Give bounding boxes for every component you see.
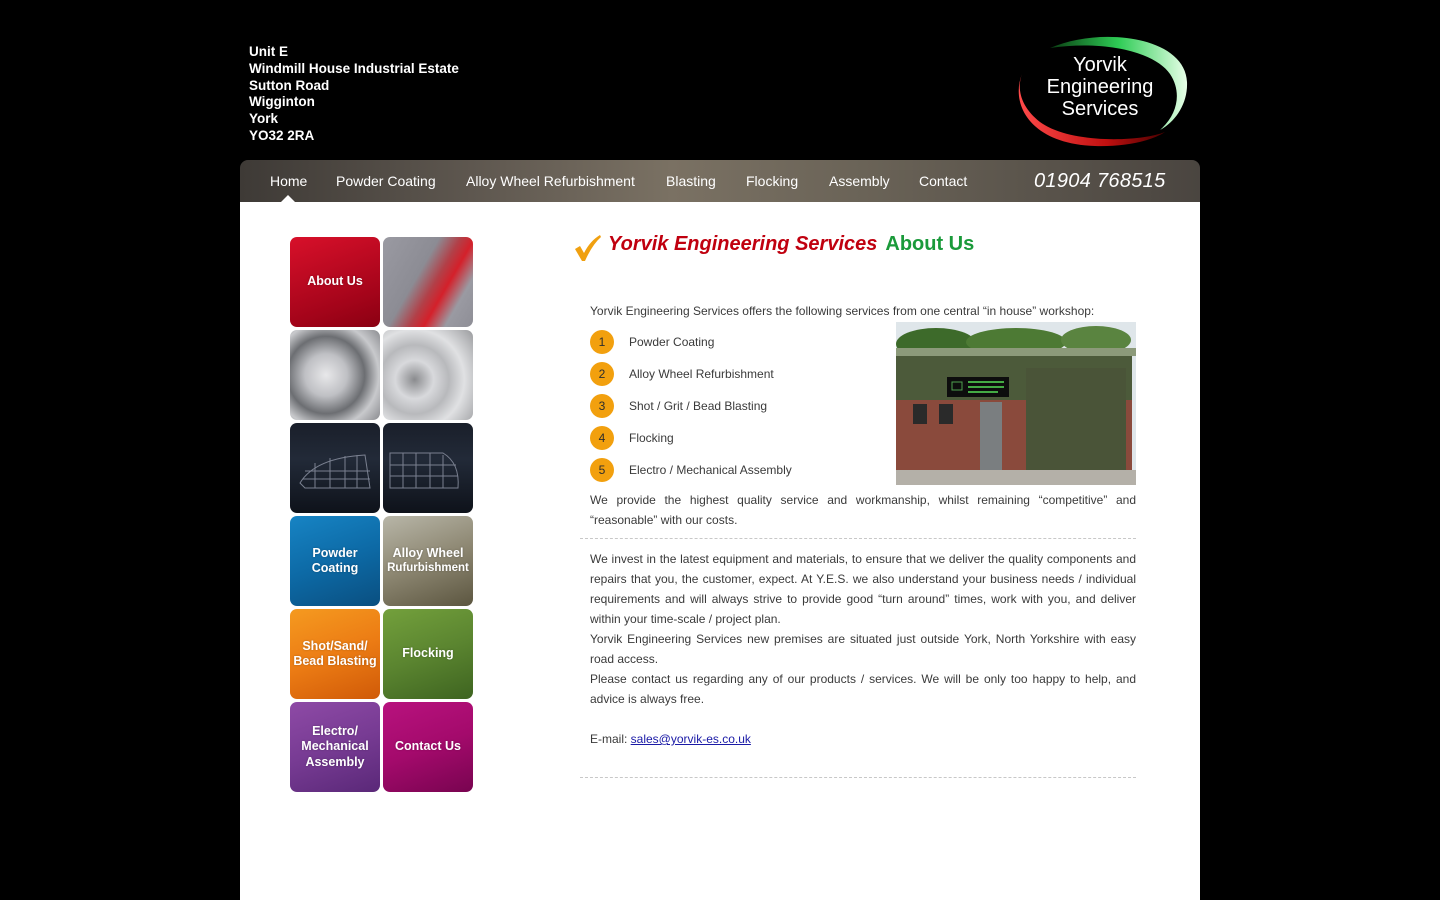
tile-about-us[interactable]	[290, 237, 380, 327]
service-label: Electro / Mechanical Assembly	[629, 463, 792, 477]
tile-blasting[interactable]	[290, 609, 380, 699]
tile-label: Powder	[312, 545, 358, 560]
title-section: About Us	[885, 233, 975, 255]
nav-flocking[interactable]: Flocking	[746, 173, 799, 189]
nav-blasting[interactable]: Blasting	[666, 173, 716, 189]
workshop-photo	[896, 322, 1136, 485]
number-badge: 2	[590, 362, 614, 386]
service-item	[590, 394, 767, 418]
checkmark-icon	[572, 233, 602, 261]
number-badge: 1	[590, 330, 614, 354]
logo-line: Engineering	[1046, 76, 1154, 98]
tile-image-red-paint	[383, 237, 473, 327]
paragraph-quality: We provide the highest quality service and workmanship, whilst remaining “competitive” and “reasonable” with our costs.	[590, 493, 1136, 527]
page-title	[572, 233, 974, 256]
phone-number: 01904 768515	[1034, 170, 1166, 192]
nav-assembly[interactable]: Assembly	[829, 173, 890, 189]
tile-label: Bead Blasting	[293, 654, 377, 668]
tile-label: Electro/	[312, 723, 358, 738]
service-label: Alloy Wheel Refurbishment	[629, 367, 774, 381]
tile-image-alloy-wheel	[383, 330, 473, 420]
tile-alloy-wheel-refurbishment[interactable]	[383, 516, 473, 606]
company-logo[interactable]	[1010, 34, 1190, 148]
tile-label: Contact Us	[395, 739, 461, 754]
tile-electro-mechanical-assembly[interactable]	[290, 702, 380, 792]
address-line: Sutton Road	[249, 77, 330, 93]
address-line: Windmill House Industrial Estate	[249, 60, 459, 76]
email-label: E-mail:	[590, 732, 631, 746]
tile-label: Assembly	[305, 754, 365, 769]
service-item	[590, 458, 792, 482]
paragraph-contact: Please contact us regarding any of our products / services. We will be only too happy to help, and advice is always free.	[590, 672, 1136, 706]
service-item	[590, 362, 774, 386]
dashed-divider	[580, 777, 1136, 778]
tile-label: Flocking	[402, 646, 454, 661]
company-address	[249, 44, 459, 145]
service-label: Flocking	[629, 431, 674, 445]
address-line: York	[249, 111, 279, 127]
service-item	[590, 426, 674, 450]
tile-image-flocked-vent	[290, 423, 380, 513]
logo-line: Yorvik	[1073, 54, 1127, 76]
email-line	[590, 729, 1136, 749]
tile-contact-us[interactable]	[383, 702, 473, 792]
vent-grille-icon	[295, 443, 375, 493]
tile-label: Mechanical	[301, 739, 369, 754]
tile-powder-coating[interactable]	[290, 516, 380, 606]
number-badge: 5	[590, 458, 614, 482]
tile-image-alloy-wheel	[290, 330, 380, 420]
nav-powder-coating[interactable]: Powder Coating	[336, 173, 436, 189]
logo-line: Services	[1061, 98, 1139, 120]
address-line: Wigginton	[249, 94, 315, 110]
intro-text: Yorvik Engineering Services offers the following services from one central “in house” workshop:	[590, 304, 1095, 318]
email-link[interactable]: sales@yorvik-es.co.uk	[630, 732, 751, 746]
tile-label: About Us	[307, 274, 363, 289]
title-company: Yorvik Engineering Services	[608, 233, 878, 255]
address-line: Unit E	[249, 44, 288, 59]
workshop-building-image	[896, 322, 1136, 485]
paragraph-investment: We invest in the latest equipment and materials, to ensure that we deliver the quality components and repairs that you, the customer, expect. At Y.E.S. we also understand your business needs / individual requirements and will always strive to provide good “turn around” times, work with you, and deliver within your time-scale / project plan.	[590, 552, 1136, 626]
number-badge: 3	[590, 394, 614, 418]
nav-alloy-wheel-refurbishment[interactable]: Alloy Wheel Refurbishment	[466, 173, 635, 189]
tile-label: Rufurbishment	[387, 562, 469, 574]
tile-image-flocked-vent	[383, 423, 473, 513]
active-nav-indicator-icon	[281, 195, 295, 202]
tile-flocking[interactable]	[383, 609, 473, 699]
vent-grille-icon	[388, 443, 468, 493]
tile-label: Shot/Sand/	[302, 638, 368, 653]
nav-contact[interactable]: Contact	[919, 173, 968, 189]
service-label: Powder Coating	[629, 335, 715, 349]
tile-label: Coating	[311, 561, 359, 575]
nav-home[interactable]: Home	[270, 173, 308, 189]
service-item	[590, 330, 714, 354]
paragraph-premises: Yorvik Engineering Services new premises are situated just outside York, North Yorkshire with easy road access.	[590, 632, 1136, 666]
service-label: Shot / Grit / Bead Blasting	[629, 399, 768, 413]
address-line: YO32 2RA	[249, 127, 315, 143]
dashed-divider	[580, 538, 1136, 539]
number-badge: 4	[590, 426, 614, 450]
tile-label: Alloy Wheel	[392, 545, 464, 560]
